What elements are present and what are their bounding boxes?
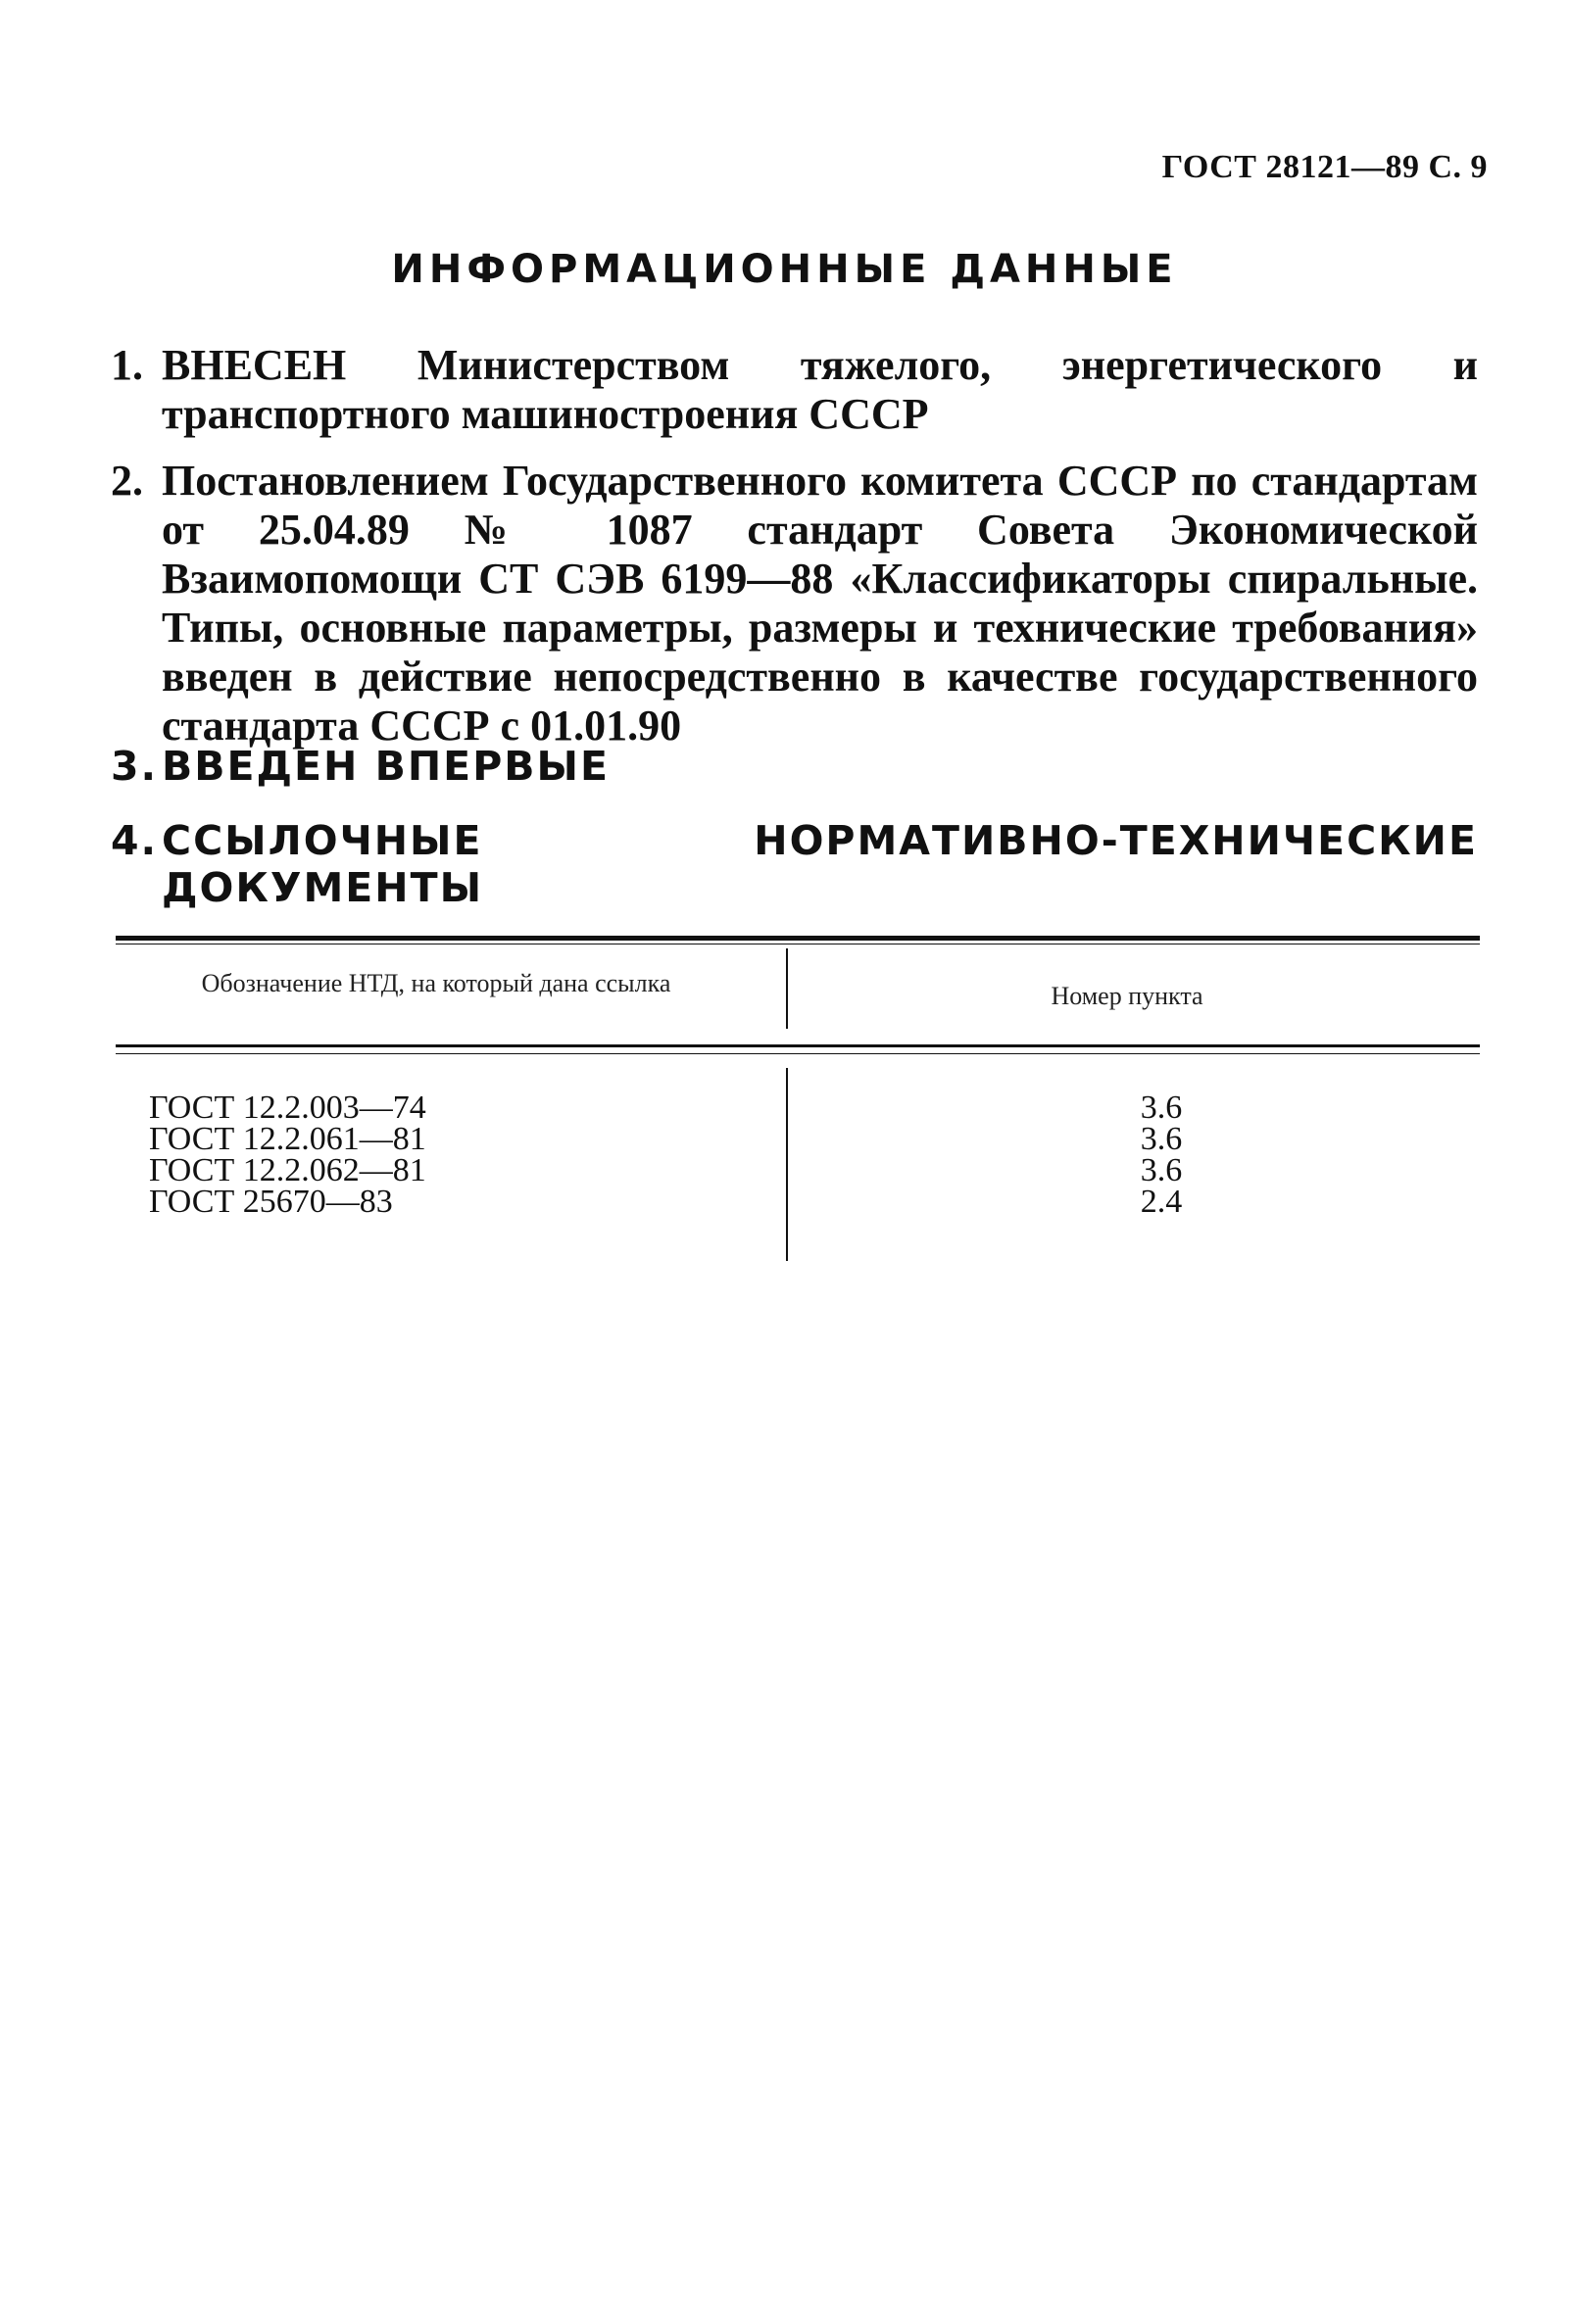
header-bottom-rule-thin bbox=[116, 1053, 1480, 1054]
table-row-designation: ГОСТ 12.2.061—81 bbox=[149, 1121, 426, 1157]
item-number: 1. bbox=[111, 341, 143, 389]
item-number: 3. bbox=[111, 743, 159, 790]
item-text: Постановлением Государственного комитета СССР по стандартам от 25.04.89 № 1087 стандарт Совета Экономической Взаимопомощи СТ СЭВ 6199—88 «Классификаторы спиральные. Типы, основные параметры, размеры и технические требования» введен в действие непосредственно в качестве государственного стандарта СССР с 01.01.90 bbox=[162, 457, 1478, 750]
header-clause: Номер пункта bbox=[1051, 982, 1203, 1010]
table-row-clause: 3.6 bbox=[1140, 1121, 1183, 1157]
info-item-1 bbox=[111, 341, 1478, 439]
info-item-3 bbox=[111, 743, 1478, 790]
table-row-designation: ГОСТ 12.2.062—81 bbox=[149, 1152, 426, 1188]
document-title: ИНФОРМАЦИОННЫЕ ДАННЫЕ bbox=[391, 247, 1178, 292]
table-row-designation: ГОСТ 12.2.003—74 bbox=[149, 1089, 426, 1126]
item-number: 2. bbox=[111, 457, 143, 505]
item-text: ВНЕСЕН Министерством тяжелого, энергетического и транспортного машиностроения СССР bbox=[162, 341, 1478, 438]
table-row-clause: 3.6 bbox=[1140, 1152, 1183, 1188]
item-text: ССЫЛОЧНЫЕ НОРМАТИВНО-ТЕХНИЧЕСКИЕ ДОКУМЕНТЫ bbox=[162, 817, 1478, 911]
info-item-4 bbox=[111, 817, 1478, 911]
info-item-2 bbox=[111, 457, 1478, 750]
header-designation: Обозначение НТД, на который дана ссылка bbox=[201, 969, 671, 997]
table-row-clause: 2.4 bbox=[1140, 1184, 1183, 1220]
item-text: ВВЕДЕН ВПЕРВЫЕ bbox=[162, 743, 610, 790]
table-row-clause: 3.6 bbox=[1140, 1089, 1183, 1126]
column-divider bbox=[786, 1068, 788, 1261]
header-bottom-rule bbox=[116, 1044, 1480, 1047]
table-row-designation: ГОСТ 25670—83 bbox=[149, 1184, 393, 1220]
page-reference: ГОСТ 28121—89 С. 9 bbox=[1161, 149, 1488, 185]
item-number: 4. bbox=[111, 817, 159, 864]
table-top-rule bbox=[116, 936, 1480, 941]
column-divider bbox=[786, 948, 788, 1029]
